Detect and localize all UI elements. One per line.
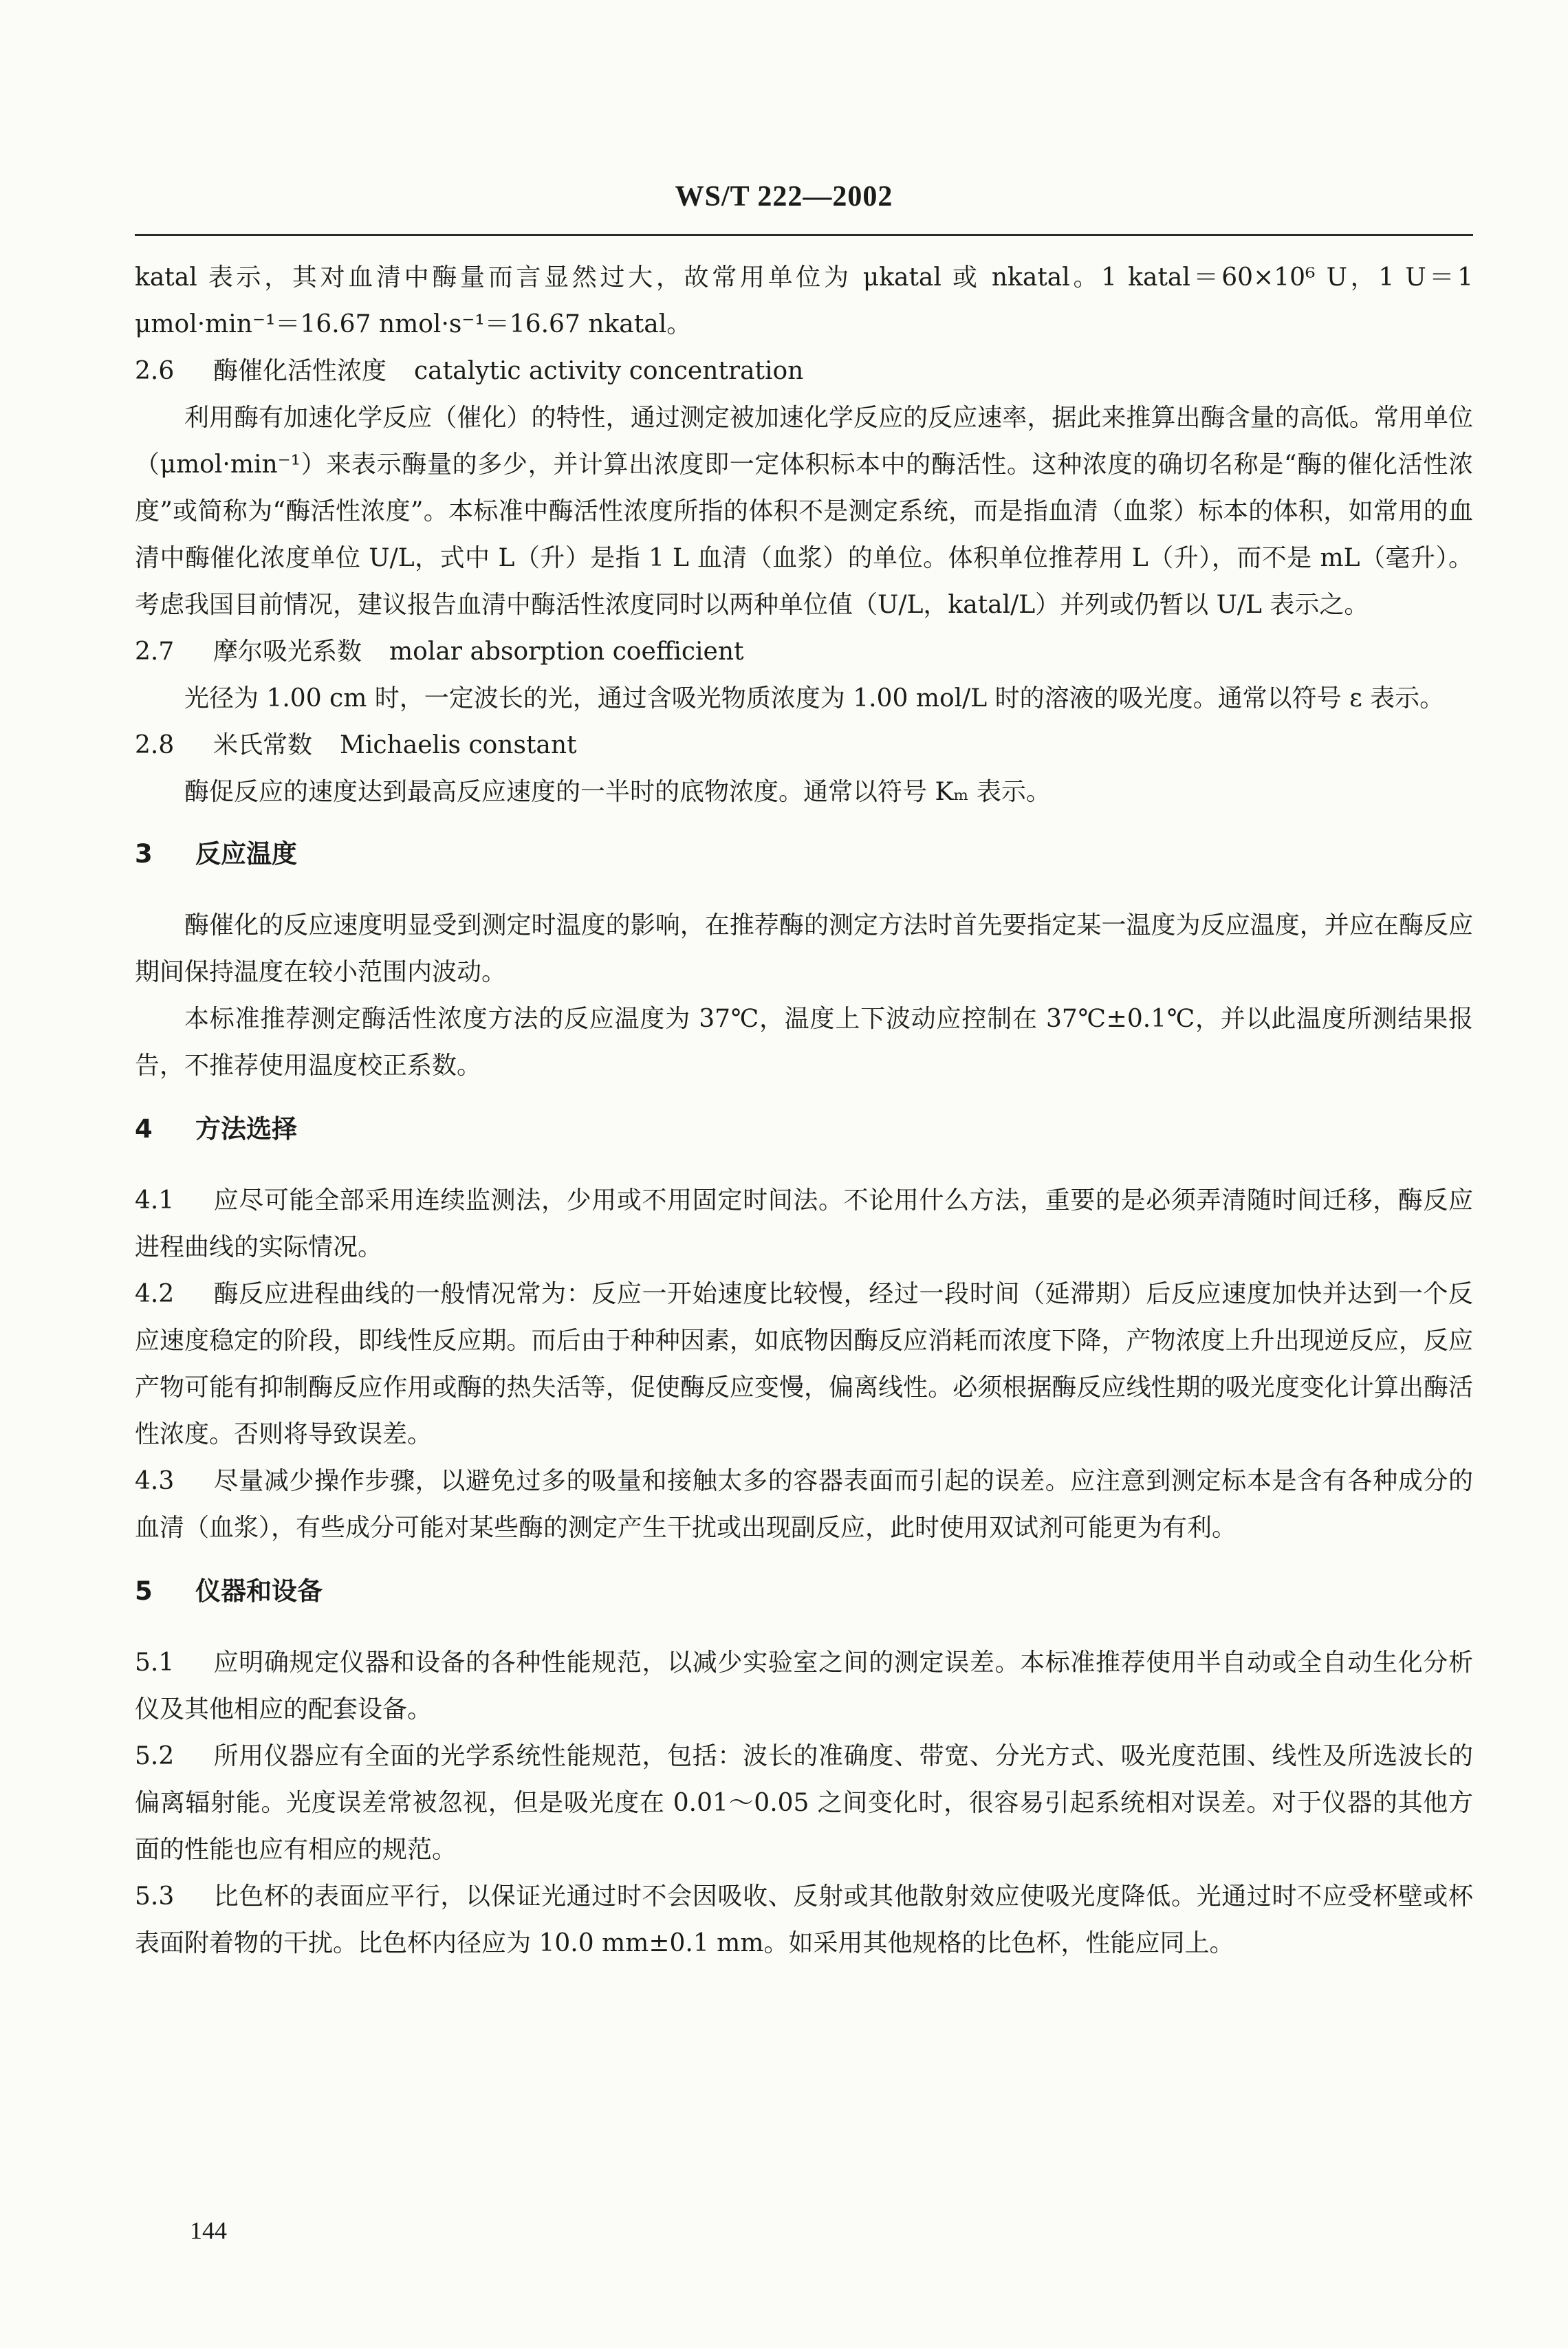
clause-5-3 xyxy=(135,1873,1473,1967)
term-2-8-definition: 酶促反应的速度达到最高反应速度的一半时的底物浓度。通常以符号 Kₘ 表示。 xyxy=(184,778,1051,806)
page-header-standard-number: WS/T 222—2002 xyxy=(675,181,893,213)
term-number: 2.6 xyxy=(135,357,175,385)
clause-text: 应明确规定仪器和设备的各种性能规范，以减少实验室之间的测定误差。本标准推荐使用半自动或全自动生化分析仪及其他相应的配套设备。 xyxy=(135,1649,1473,1724)
term-english: Michaelis constant xyxy=(340,731,577,759)
term-chinese: 酶催化活性浓度 xyxy=(213,357,387,385)
term-chinese: 摩尔吸光系数 xyxy=(213,638,362,666)
clause-4-3 xyxy=(135,1458,1473,1552)
section-3-paragraph-2: 本标准推荐测定酶活性浓度方法的反应温度为 37℃，温度上下波动应控制在 37℃±0.1℃，并以此温度所测结果报告，不推荐使用温度校正系数。 xyxy=(135,1005,1473,1080)
section-title: 仪器和设备 xyxy=(195,1576,323,1606)
section-number: 3 xyxy=(135,839,153,869)
clause-number: 5.3 xyxy=(135,1882,175,1911)
term-number: 2.8 xyxy=(135,731,175,759)
clause-5-2 xyxy=(135,1733,1473,1873)
term-2-8-heading xyxy=(135,722,1473,769)
clause-4-1 xyxy=(135,1177,1473,1271)
document-body xyxy=(135,254,1473,1967)
clause-text: 所用仪器应有全面的光学系统性能规范，包括：波长的准确度、带宽、分光方式、吸光度范围、线性及所选波长的偏离辐射能。光度误差常被忽视，但是吸光度在 0.01～0.05 之间变化时，很容易引起系统相对误差。对于仪器的其他方面的性能也应有相应的规范。 xyxy=(135,1742,1473,1864)
clause-text: 尽量减少操作步骤，以避免过多的吸量和接触太多的容器表面而引起的误差。应注意到测定标本是含有各种成分的血清（血浆），有些成分可能对某些酶的测定产生干扰或出现副反应，此时使用双试剂可能更为有利。 xyxy=(135,1467,1473,1542)
section-number: 4 xyxy=(135,1114,153,1144)
clause-number: 4.3 xyxy=(135,1467,175,1495)
clause-text: 酶反应进程曲线的一般情况常为：反应一开始速度比较慢，经过一段时间（延滞期）后反应速度加快并达到一个反应速度稳定的阶段，即线性反应期。而后由于种种因素，如底物因酶反应消耗而浓度下降，产物浓度上升出现逆反应，反应产物可能有抑制酶反应作用或酶的热失活等，促使酶反应变慢，偏离线性。必须根据酶反应线性期的吸光度变化计算出酶活性浓度。否则将导致误差。 xyxy=(135,1280,1473,1448)
term-2-7-heading xyxy=(135,629,1473,675)
clause-5-1 xyxy=(135,1640,1473,1733)
clause-4-2 xyxy=(135,1271,1473,1458)
term-english: molar absorption coefficient xyxy=(389,638,744,666)
section-title: 反应温度 xyxy=(195,839,297,869)
section-3-paragraph-1: 酶催化的反应速度明显受到测定时温度的影响，在推荐酶的测定方法时首先要指定某一温度为反应温度，并应在酶反应期间保持温度在较小范围内波动。 xyxy=(135,911,1473,986)
term-chinese: 米氏常数 xyxy=(213,731,313,759)
section-title: 方法选择 xyxy=(195,1114,297,1144)
section-number: 5 xyxy=(135,1576,153,1606)
term-2-6-definition: 利用酶有加速化学反应（催化）的特性，通过测定被加速化学反应的反应速率，据此来推算出酶含量的高低。常用单位（μmol·min⁻¹）来表示酶量的多少，并计算出浓度即一定体积标本中的酶活性。这种浓度的确切名称是“酶的催化活性浓度”或简称为“酶活性浓度”。本标准中酶活性浓度所指的体积不是测定系统，而是指血清（血浆）标本的体积，如常用的血清中酶催化浓度单位 U/L，式中 L（升）是指 1 L 血清（血浆）的单位。体积单位推荐用 L（升），而不是 mL（毫升）。考虑我国目前情况，建议报告血清中酶活性浓度同时以两种单位值（U/L，katal/L）并列或仍暂以 U/L 表示之。 xyxy=(135,404,1473,619)
section-4-heading xyxy=(135,1106,1473,1153)
clause-number: 4.1 xyxy=(135,1186,175,1215)
clause-text: 应尽可能全部采用连续监测法，少用或不用固定时间法。不论用什么方法，重要的是必须弄清随时间迁移，酶反应进程曲线的实际情况。 xyxy=(135,1186,1473,1261)
term-2-7-definition: 光径为 1.00 cm 时，一定波长的光，通过含吸光物质浓度为 1.00 mol/L 时的溶液的吸光度。通常以符号 ε 表示。 xyxy=(184,684,1445,713)
header-rule xyxy=(135,234,1473,236)
clause-text: 比色杯的表面应平行，以保证光通过时不会因吸收、反射或其他散射效应使吸光度降低。光通过时不应受杯壁或杯表面附着物的干扰。比色杯内径应为 10.0 mm±0.1 mm。如采用其他规格的比色杯，性能应同上。 xyxy=(135,1882,1473,1957)
clause-number: 4.2 xyxy=(135,1280,175,1308)
clause-number: 5.2 xyxy=(135,1742,175,1770)
clause-number: 5.1 xyxy=(135,1649,175,1677)
term-number: 2.7 xyxy=(135,638,175,666)
continuation-paragraph: katal 表示，其对血清中酶量而言显然过大，故常用单位为 μkatal 或 nkatal。1 katal＝60×10⁶ U，1 U＝1 μmol·min⁻¹＝16.67 nmol·s⁻¹＝16.67 nkatal。 xyxy=(135,263,1473,338)
page-number: 144 xyxy=(190,2217,227,2244)
section-3-heading xyxy=(135,831,1473,878)
term-english: catalytic activity concentration xyxy=(414,357,804,385)
term-2-6-heading xyxy=(135,348,1473,395)
section-5-heading xyxy=(135,1568,1473,1615)
